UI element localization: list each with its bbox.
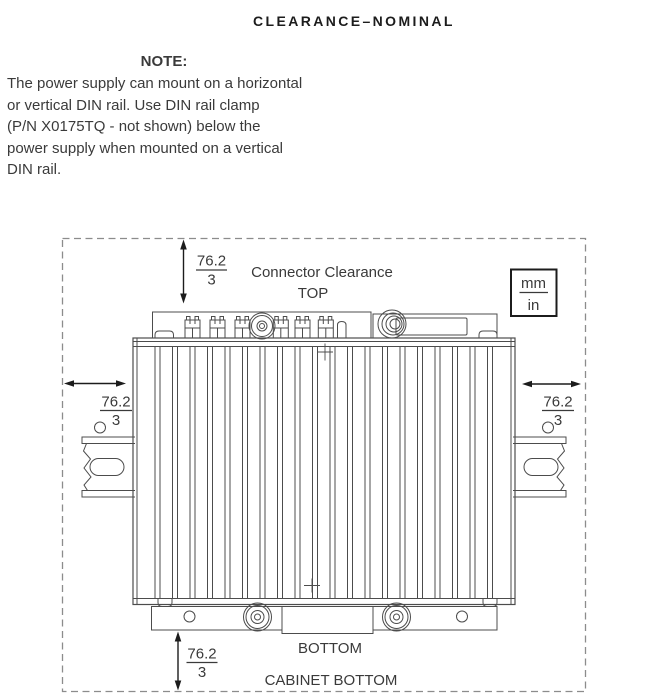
dim-bottom-in: 3 (197, 664, 207, 681)
arrowhead-icon (175, 681, 182, 691)
heatsink-fins (155, 347, 493, 598)
note-line: (P/N X0175TQ - not shown) below the (7, 118, 261, 136)
terminal-connector (318, 317, 333, 338)
din-rail-right (513, 422, 566, 497)
page-title: CLEARANCE–NOMINAL (253, 13, 455, 29)
dimension-arrow-left (64, 380, 132, 429)
rail-slot-right (524, 459, 558, 476)
arrowhead-icon (180, 294, 187, 304)
dimension-arrow-top (180, 240, 227, 304)
arrowhead-icon (64, 380, 74, 387)
connector-clearance-label: Connector Clearance (251, 264, 393, 281)
mounting-hole-right (457, 611, 468, 622)
cylinder-component (338, 322, 347, 338)
note-line: The power supply can mount on a horizontal (7, 75, 303, 92)
corner-foot (479, 331, 497, 339)
cabinet-outline (63, 239, 586, 692)
dim-left-mm: 76.2 (101, 393, 131, 411)
note-line: DIN rail. (7, 161, 62, 179)
mounting-screw-left (244, 603, 272, 631)
din-rail-left (82, 422, 135, 497)
corner-foot (483, 599, 497, 607)
rail-slot-left (90, 459, 124, 476)
units-box (511, 270, 557, 317)
units-mm: mm (521, 275, 546, 292)
corner-foot (158, 599, 172, 607)
dim-top-in: 3 (207, 271, 216, 289)
arrowhead-icon (180, 240, 187, 250)
terminal-connector (185, 317, 200, 338)
cabinet-bottom-label: CABINET BOTTOM (264, 672, 398, 689)
arrowhead-icon (522, 381, 532, 388)
corner-foot (155, 331, 174, 339)
rail-pin-left (95, 422, 106, 433)
dimension-arrow-bottom (175, 632, 218, 691)
terminal-connector (295, 317, 310, 338)
arrowhead-icon (175, 632, 182, 642)
dim-bottom-mm: 76.2 (187, 645, 217, 663)
note-line: power supply when mounted on a vertical (7, 139, 283, 157)
terminal-connector (273, 317, 288, 338)
terminal-connector (235, 317, 250, 338)
units-in: in (527, 297, 540, 314)
arrowhead-icon (571, 381, 581, 388)
dim-left-in: 3 (111, 412, 121, 429)
power-supply (82, 310, 566, 634)
note-heading: NOTE: (140, 53, 188, 70)
screw-top-left (249, 313, 275, 339)
mounting-hole-left (184, 611, 195, 622)
mounting-screw-right (383, 603, 411, 631)
rail-pin-right (543, 422, 554, 433)
note-line: or vertical DIN rail. Use DIN rail clamp (7, 96, 260, 114)
bottom-label: BOTTOM (298, 640, 362, 657)
dim-top-mm: 76.2 (196, 252, 227, 270)
label-plate (396, 318, 467, 335)
arrowhead-icon (116, 380, 126, 387)
dimension-arrow-right (522, 381, 581, 429)
top-label: TOP (297, 285, 329, 302)
terminal-connector (210, 317, 225, 338)
dim-right-mm: 76.2 (543, 393, 573, 411)
dim-right-in: 3 (553, 412, 563, 429)
